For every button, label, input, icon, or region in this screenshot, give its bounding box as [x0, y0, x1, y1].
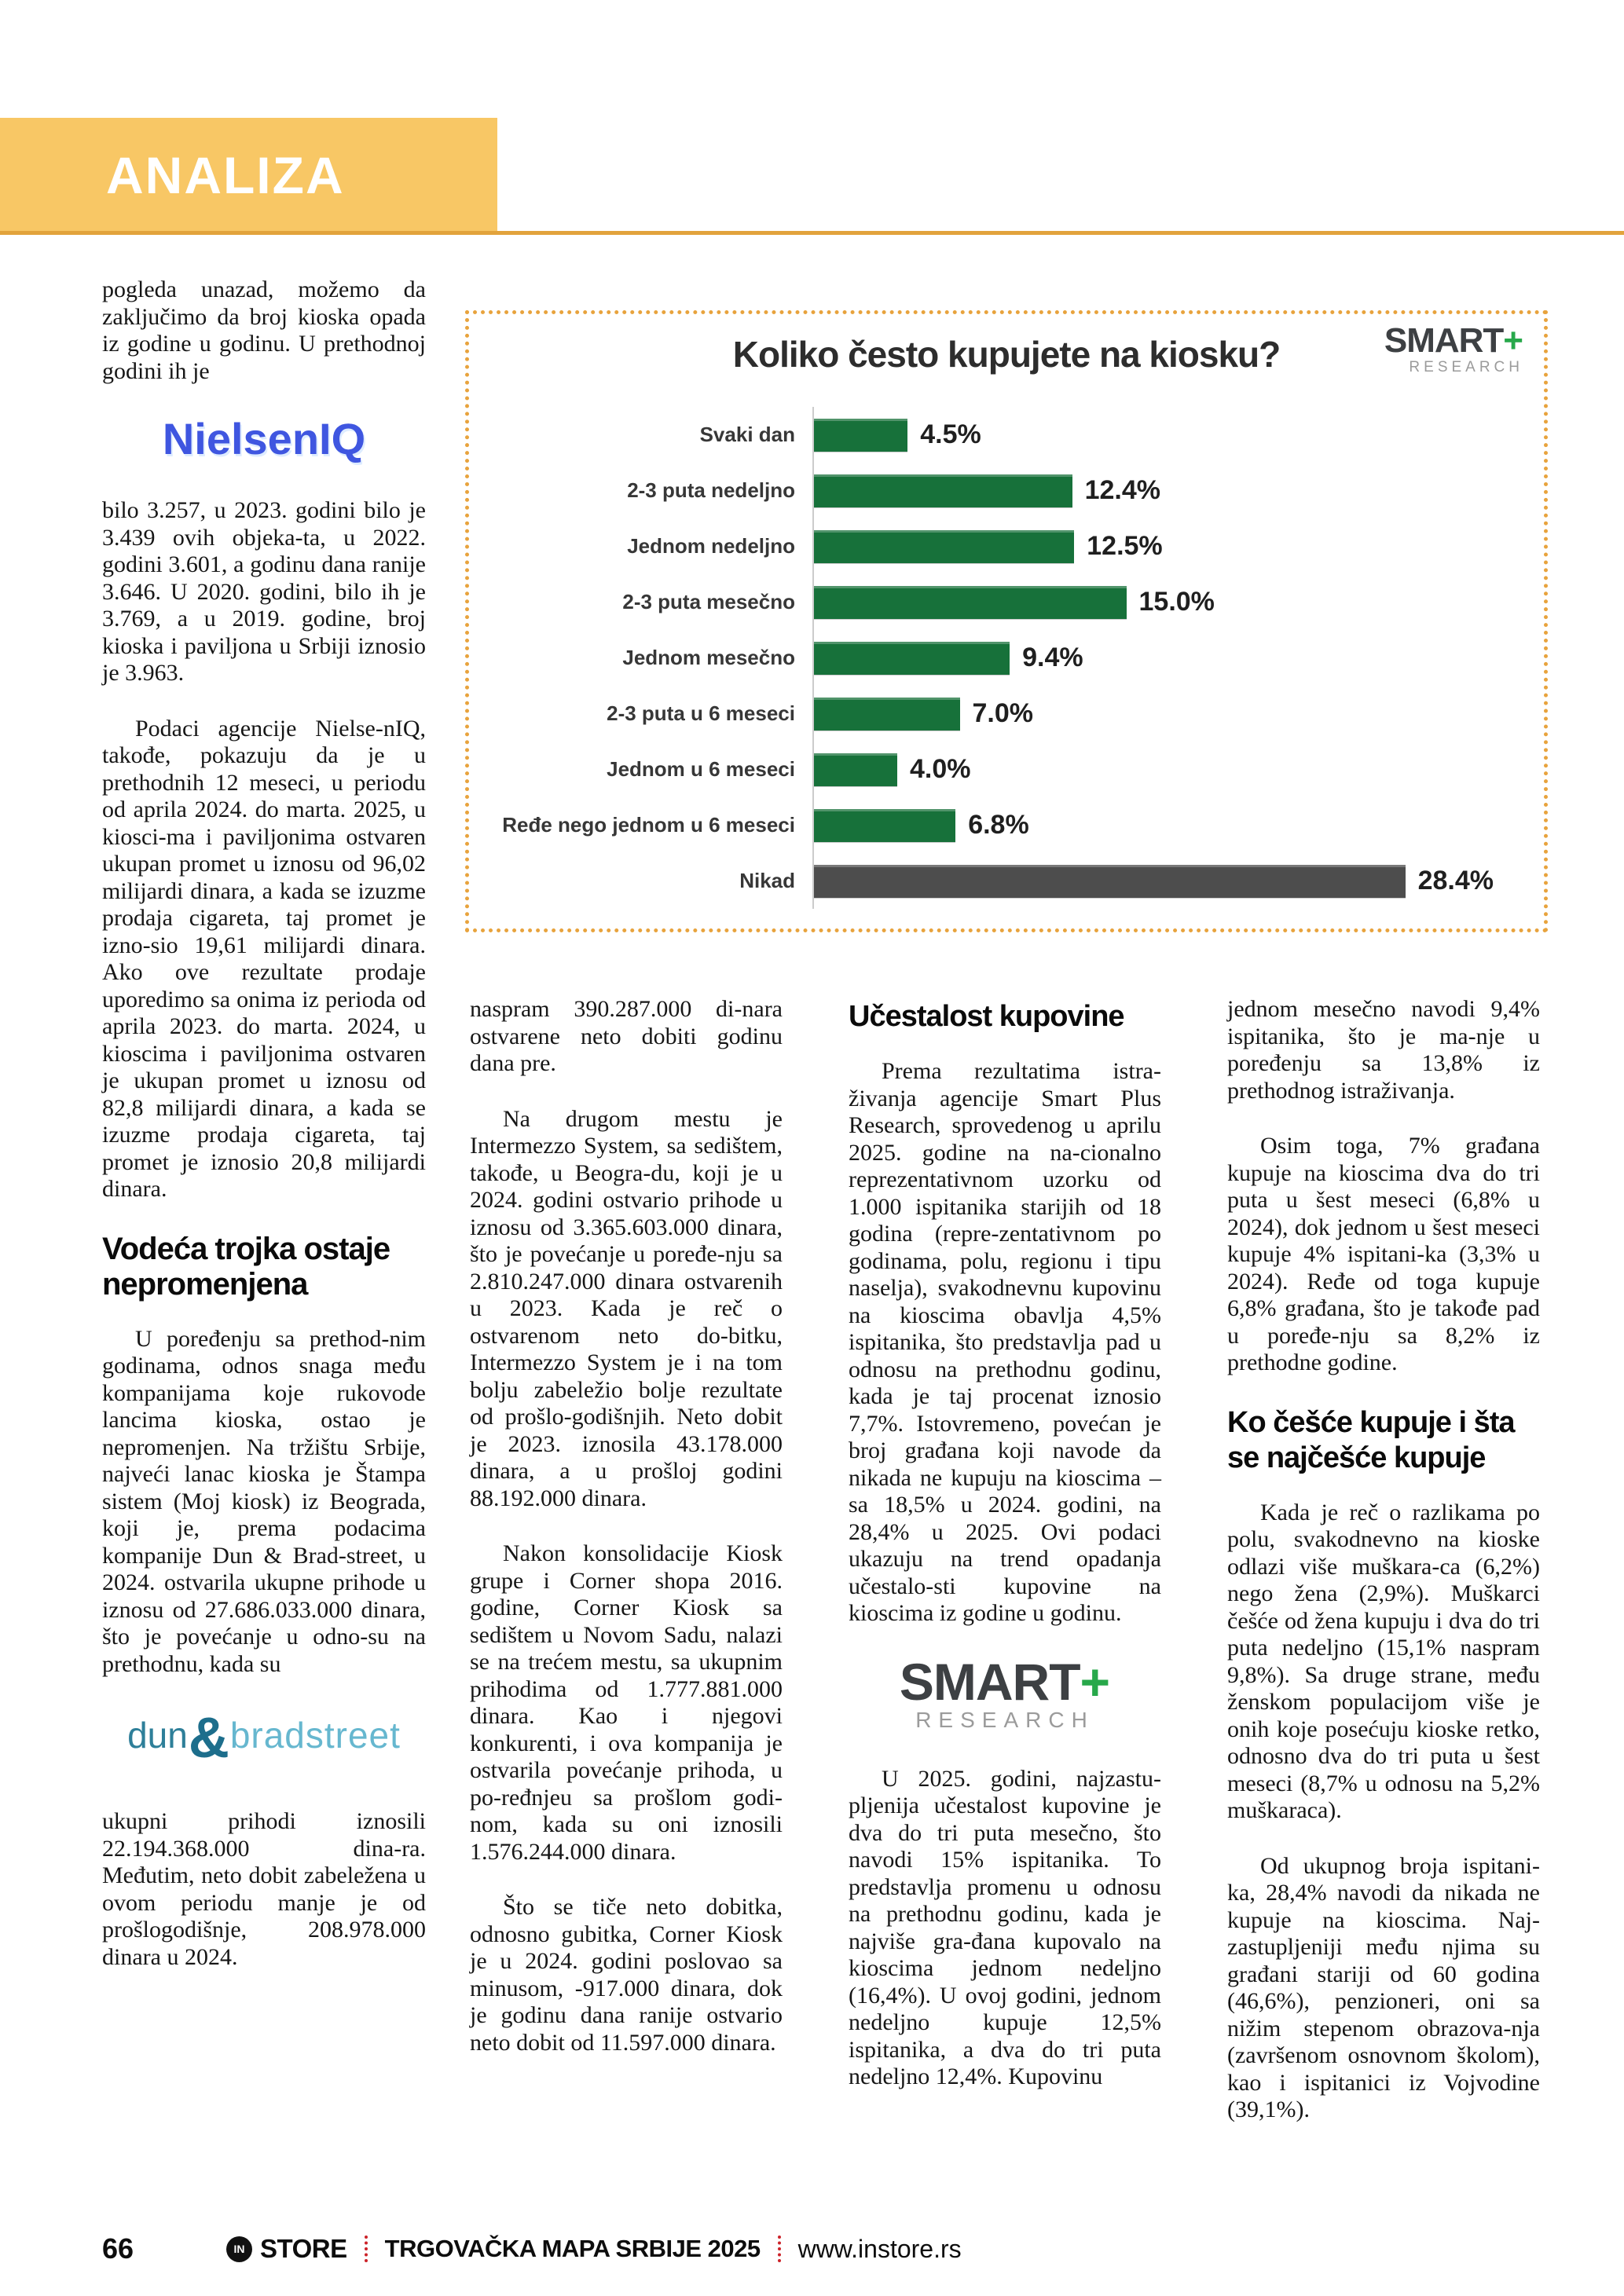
- edition-title: TRGOVAČKA MAPA SRBIJE 2025: [384, 2235, 761, 2262]
- dun-bradstreet-logo: [102, 1706, 426, 1771]
- paragraph: Od ukupnog broja ispitani-ka, 28,4% navodi da nikada ne kupuje na kioscima. Naj-zastupljeniji među njima su građani stariji od 60 godina (46,6%), penzioneri, oni sa nižim stepenom obrazova-nja (završenom osnovnom školom), kao i ispitanici iz Vojvodine (39,1%).: [1227, 1852, 1540, 2122]
- chart-bar-label: Nikad: [739, 869, 795, 892]
- smart-logo-text: SMART: [1384, 321, 1504, 360]
- column-3: [849, 996, 1161, 2152]
- subheading-vodeca-trojka: Vodeća trojka ostaje nepromenjena: [102, 1231, 390, 1302]
- column-1: [102, 276, 426, 1999]
- paragraph: Nakon konsolidacije Kiosk grupe i Corner shopa 2016. godine, Corner Kiosk sa sedištem u Novom Sadu, nalazi se na trećem mestu, sa ukupnim prihodima od 1.777.881.000 dinara. Kao i njegovi konkurenti, i ova kompanija je ostvarila povećanje prihoda, u po-ređnjeu sa prošlom godi-nom, kada su oni iznosili 1.576.244.000 dinara.: [470, 1540, 783, 1865]
- chart-bar-label: 2-3 puta u 6 meseci: [607, 701, 795, 725]
- banner-underline: [0, 231, 1624, 235]
- smart-plus-icon: +: [1080, 1652, 1111, 1711]
- chart-bar-value: 4.0%: [910, 754, 971, 784]
- chart-bar: [814, 753, 897, 786]
- chart-bar: [814, 474, 1072, 507]
- chart-bar-label: 2-3 puta mesečno: [622, 590, 795, 613]
- paragraph: Prema rezultatima istra-živanja agencije Smart Plus Research, sprovedenog u aprilu 2025. godine na na-cionalno reprezentativnom uzorku od 1.000 ispitanika starijih od 18 godina (repre-zentativnom po godinama, polu, regionu i tipu naselja), svakodnevnu kupovinu na kioscima obavlja 4,5% ispitanika, što predstavlja pad u odnosu na prethodnu godinu, kada je taj procenat iznosio 7,7%. Istovremeno, povećan je broj građana koji navode da nikada ne kupuju na kioscima – sa 18,5% u 2024. godini, na 28,4% u 2025. Ovi podaci ukazuju na trend opadanja učestalo-sti kupovine na kioscima iz godine u godinu.: [849, 1058, 1161, 1626]
- chart-bar: [814, 809, 955, 842]
- chart-bar-label: Ređe nego jednom u 6 meseci: [502, 813, 795, 837]
- chart-bar: [814, 642, 1010, 675]
- column-2: [470, 996, 783, 2152]
- subheading-ko-cesce-kupuje: Ko češće kupuje i šta se najčešće kupuje: [1227, 1405, 1515, 1474]
- footer-divider: [365, 2236, 368, 2262]
- chart-bar-area: [812, 463, 1522, 518]
- instore-icon: IN: [226, 2236, 252, 2262]
- paragraph: U 2025. godini, najzastu-pljenija učestalost kupovine je dva do tri puta mesečno, što navodi 15% ispitanika. To predstavlja promenu u odnosu na prethodnu godinu, kada je najviše gra-đana kupovalo na kioscima jednom nedeljno (16,4%). U ovoj godini, jednom nedeljno kupuje 12,5% ispitanika, a dva do tri puta nedeljno 12,4%. Kupovinu: [849, 1765, 1161, 2089]
- store-logo-text: STORE: [260, 2234, 347, 2263]
- chart-bar-row: [493, 853, 1522, 909]
- paragraph: pogleda unazad, možemo da zaključimo da broj kioska opada iz godine u godinu. U prethodnoj godini ih je: [102, 276, 426, 384]
- chart-bar-row: [493, 463, 1522, 518]
- chart-bar: [814, 530, 1074, 563]
- paragraph: naspram 390.287.000 di-nara ostvarene neto dobiti godinu dana pre.: [470, 996, 783, 1076]
- chart-bar-area: [812, 407, 1522, 463]
- chart-bar: [814, 419, 907, 452]
- column-4: [1227, 996, 1540, 2152]
- chart-bar-area: [812, 574, 1522, 630]
- smart-research-text: RESEARCH: [1409, 359, 1523, 375]
- paragraph: ukupni prihodi iznosili 22.194.368.000 dina-ra. Međutim, neto dobit zabeležena u ovom periodu manje je od prošlogodišnje, 208.978.000 dinara u 2024.: [102, 1808, 426, 1970]
- chart-bar-label: Jednom nedeljno: [627, 534, 795, 558]
- chart-bar-row: [493, 742, 1522, 797]
- chart-bar-area: [812, 686, 1522, 742]
- chart-rows: [493, 407, 1522, 909]
- lower-columns: [470, 996, 1540, 2152]
- chart-header: [469, 314, 1544, 393]
- footer-divider: [778, 2236, 781, 2262]
- subheading-ucestalost: Učestalost kupovine: [849, 1000, 1124, 1033]
- website-link[interactable]: www.instore.rs: [797, 2234, 962, 2263]
- chart-bar-value: 12.4%: [1084, 475, 1160, 505]
- chart-bar-row: [493, 686, 1522, 742]
- chart-box: [465, 310, 1548, 932]
- chart-bar-value: 15.0%: [1138, 587, 1215, 617]
- chart-bar-label: 2-3 puta nedeljno: [627, 478, 795, 502]
- dnb-ampersand-icon: &: [188, 1707, 229, 1770]
- paragraph: Što se tiče neto dobitka, odnosno gubitka, Corner Kiosk je u 2024. godini poslovao sa minusom, -917.000 dinara, dok je godinu dana ranije ostvario neto dobit od 11.597.000 dinara.: [470, 1894, 783, 2056]
- chart-bar-area: [812, 518, 1522, 574]
- paragraph: Osim toga, 7% građana kupuje na kioscima dva do tri puta u šest meseci (6,8% u 2024), dok jednom u šest meseci kupuje 4% ispitani-ka (3,3% u 2024). Ređe od toga kupuje 6,8% građana, što je takođe pad u poređe-nju sa 8,2% iz prethodne godine.: [1227, 1133, 1540, 1375]
- paragraph: jednom mesečno navodi 9,4% ispitanika, što je ma-nje u poređenju sa 13,8% iz prethodnog istraživanja.: [1227, 996, 1540, 1104]
- paragraph: Podaci agencije Nielse-nIQ, takođe, pokazuju da je u prethodnih 12 meseci, u periodu od aprila 2024. do marta. 2025, u kiosci-ma i paviljonima ostvaren ukupan promet u iznosu od 96,02 milijardi dinara, a kada se izuzme prodaja cigareta, taj promet je izno-sio 19,61 milijardi dinara. Ako ove rezultate prodaje uporedimo sa onima iz perioda od aprila 2023. do marta. 2024, u kioscima i paviljonima ostvaren je ukupan promet u iznosu od 82,8 milijardi dinara, a kada se izuzme prodaja cigareta, taj promet je iznosio 20,8 milijardi dinara.: [102, 715, 426, 1202]
- chart-bar-value: 6.8%: [968, 810, 1029, 840]
- instore-brand: [226, 2234, 347, 2264]
- chart-bar-label: Jednom mesečno: [622, 646, 795, 669]
- chart-bar-value: 4.5%: [920, 419, 981, 449]
- chart-bar-area: [812, 797, 1522, 853]
- chart-bar-label: Jednom u 6 meseci: [607, 757, 795, 781]
- page-footer: [102, 2232, 962, 2265]
- chart-bar-area: [812, 630, 1522, 686]
- paragraph: Na drugom mestu je Intermezzo System, sa sedištem, takođe, u Beogra-du, koji je u 2024. godini ostvario prihode u iznosu od 3.365.603.000 dinara, što je povećanje u poređe-nju sa 2.810.247.000 dinara ostvarenih u 2023. Kada je reč o ostvarenom neto do-bitku, Intermezzo System je i na tom bolju zabeležio bolje rezultate od prošlo-godišnjih. Neto dobit je 2023. iznosila 43.178.000 dinara, a u prošloj godini 88.192.000 dinara.: [470, 1105, 783, 1511]
- smart-logo-text: SMART: [899, 1652, 1080, 1711]
- page-number: 66: [102, 2232, 134, 2265]
- chart-bar-area: [812, 742, 1522, 797]
- dnb-bradstreet-text: bradstreet: [229, 1715, 401, 1756]
- chart-bar-label: Svaki dan: [699, 423, 795, 446]
- chart-bar-value: 28.4%: [1417, 866, 1494, 895]
- smart-plus-icon: +: [1503, 321, 1523, 360]
- chart-bar: [814, 865, 1406, 898]
- chart-bar-value: 7.0%: [972, 698, 1033, 728]
- chart-bar-row: [493, 518, 1522, 574]
- section-title: ANALIZA: [106, 146, 345, 204]
- chart-bar: [814, 586, 1127, 619]
- chart-title: Koliko često kupujete na kiosku?: [732, 334, 1281, 375]
- paragraph: U poređenju sa prethod-nim godinama, odnos snaga među kompanijama koje rukovode lancima kioska, ostao je nepromenjen. Na tržištu Srbije, najveći lanac kioska je Štampa sistem (Moj kiosk) iz Beograda, koji je, prema podacima kompanije Dun & Brad-street, u 2024. ostvarila ukupne prihode u iznosu od 27.686.033.000 dinara, što je povećanje u odno-su na prethodnu, kada su: [102, 1325, 426, 1677]
- chart-bar-row: [493, 407, 1522, 463]
- paragraph: bilo 3.257, u 2023. godini bilo je 3.439 ovih objeka-ta, u 2022. godini 3.601, a godinu dana ranije 3.646. U 2020. godini, bilo ih je 3.769, a u 2019. godine, broj kioska i paviljona u Srbiji iznosio je 3.963.: [102, 497, 426, 686]
- paragraph: Kada je reč o razlikama po polu, svakodnevno na kioske odlazi više muškara-ca (6,2%) nego žena (2,9%). Muškarci češće od žena kupuju i dva do tri puta nedeljno (15,1% naspram 9,8%). Sa druge strane, među ženskom populacijom više je onih koje posećuju kioske retko, odnosno dva do tri puta u šest meseci (8,7% u odnosu na 5,2% muškaraca).: [1227, 1499, 1540, 1823]
- chart-bar-value: 9.4%: [1022, 643, 1083, 672]
- dnb-dun-text: dun: [127, 1715, 188, 1756]
- chart-bar-row: [493, 797, 1522, 853]
- chart-bar-row: [493, 630, 1522, 686]
- chart-bar: [814, 698, 960, 731]
- smart-research-logo: [849, 1652, 1161, 1732]
- chart-bar-row: [493, 574, 1522, 630]
- smart-research-text: RESEARCH: [915, 1707, 1094, 1732]
- section-banner: [0, 118, 497, 233]
- chart-bar-value: 12.5%: [1087, 531, 1163, 561]
- nielseniq-logo: NielsenIQ: [162, 414, 366, 463]
- chart-bar-area: [812, 853, 1522, 909]
- smart-research-logo: [1384, 321, 1523, 375]
